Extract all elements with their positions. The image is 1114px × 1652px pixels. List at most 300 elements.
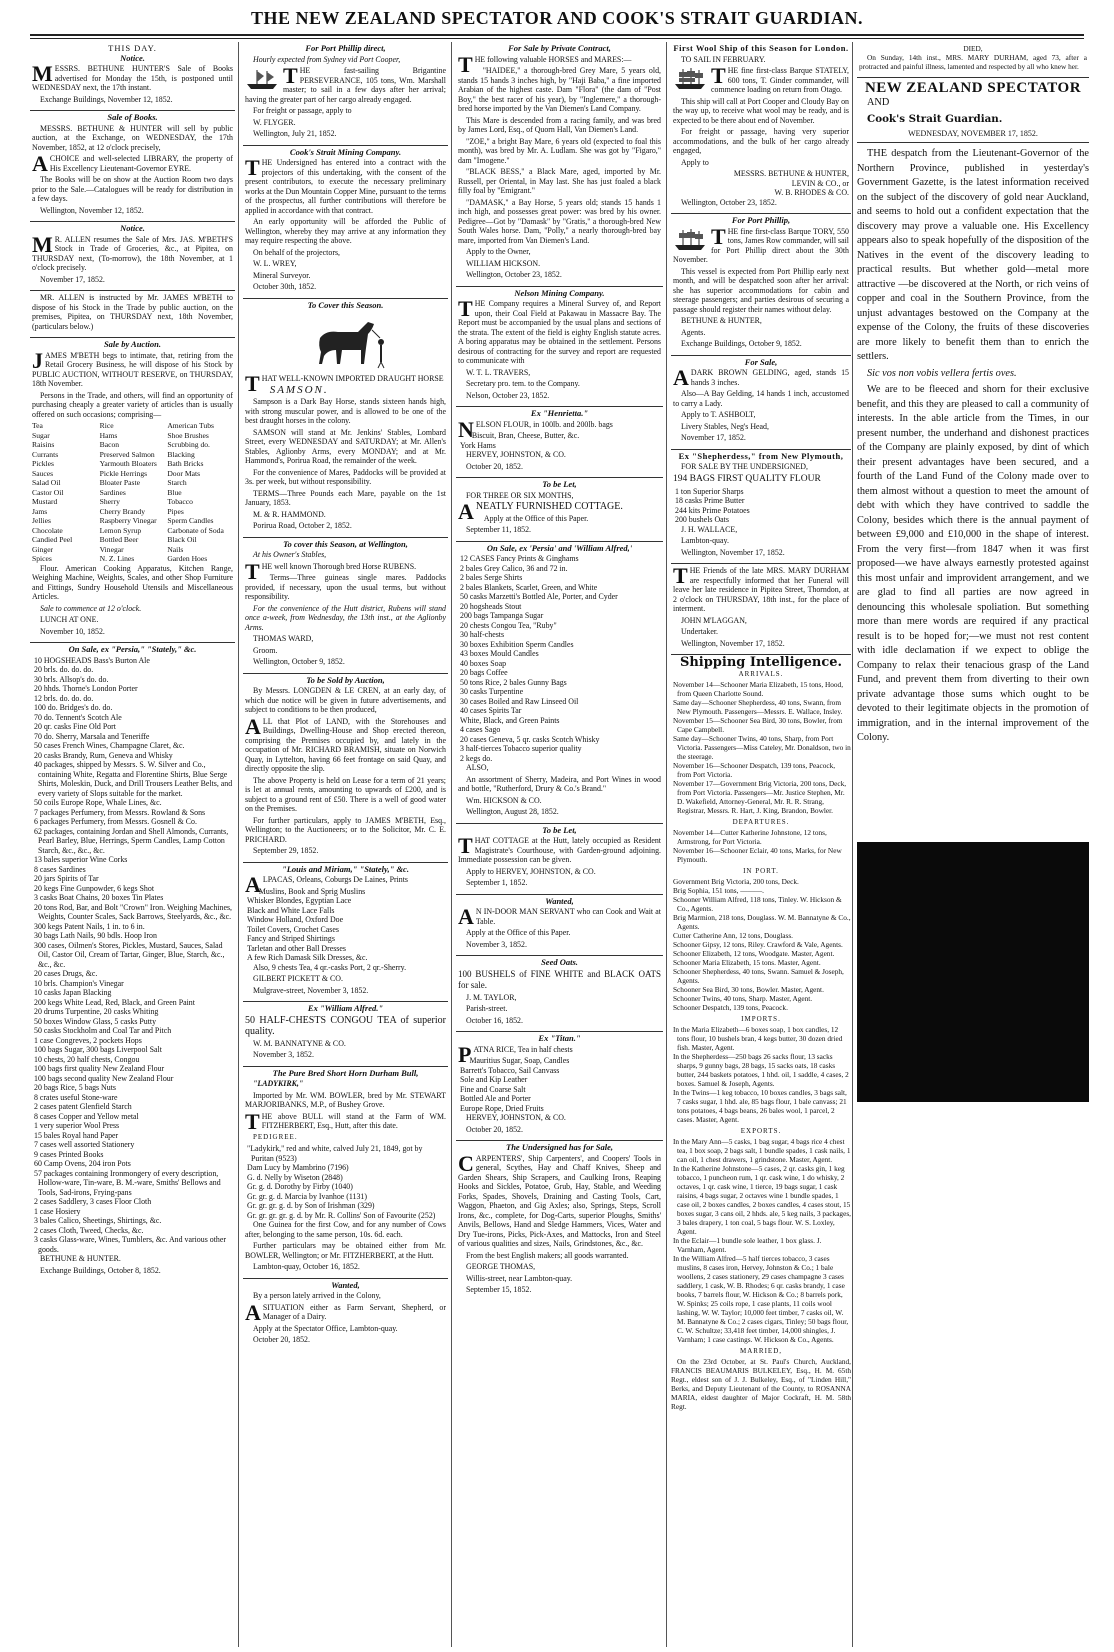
list-item: 20 hhds. Thorne's London Porter — [34, 684, 138, 693]
list-item: 20 kegs Fine Gunpowder, 6 kegs Shot — [34, 883, 155, 893]
ad-heading: DIED, — [963, 44, 983, 53]
ad-heading: Notice. — [120, 52, 145, 63]
ad-subheading: ALSO, — [466, 763, 489, 772]
ad-body: LPACAS, Orleans, Coburgs De Laines, Prints — [262, 875, 408, 884]
list-item: Same day—Schooner Shepherdess, 40 tons, Swann, from New Plymouth. Passengers—Messrs. E. Wallace, Insley. — [673, 698, 843, 716]
arrivals-list — [671, 680, 851, 815]
ad-heading: To be Sold by Auction, — [306, 674, 385, 685]
drop-cap: T — [245, 155, 260, 180]
ad-signature: W. T. L. TRAVERS, — [466, 367, 531, 377]
drop-cap: J — [32, 347, 43, 373]
drop-cap: T — [458, 51, 473, 77]
ad-note: Sale to commence at 12 o'clock. — [40, 603, 142, 613]
list-item: 12 brls. do. do. do. — [34, 693, 94, 703]
ad-date: Wellington, November 17, 1852. — [681, 638, 785, 648]
ad-signature: MESSRS. BETHUNE & HUNTER, — [733, 169, 849, 178]
ad-date: September 15, 1852. — [466, 1285, 532, 1294]
ad-body: For freight or passage, apply to — [253, 106, 352, 115]
ad-date: October 16, 1852. — [466, 1015, 523, 1025]
ad-heading: Ex "Shepherdess," from New Plymouth, — [678, 450, 844, 461]
ad-body: LL that Plot of LAND, with the Storehouses and Buildings, Dwelling-House and Shop erected thereon, comprising the Premises occupied by, and lately in the occupation of Mr. RICHARD BRAMISH, situate on Norwich Quay, in Lyttelton, having 66 feet frontage on said Quay, and directly opposite the slip. — [245, 716, 446, 773]
list-item: 50 tons Rice, 2 bales Gunny Bags — [460, 677, 567, 687]
ad-body: Terms—Three guineas single mares. Paddocks provided, if necessary, upon the usual terms, but without responsibility. — [245, 573, 446, 601]
goods-item: N. Z. Lines — [99, 554, 135, 563]
list-item: 30 cases Boiled and Raw Linseed Oil — [460, 696, 579, 706]
list-item: Muslins, Book and Sprig Muslins — [258, 886, 366, 896]
list-item: 20 cases Geneva, 5 qr. casks Scotch Whisky — [460, 734, 600, 744]
ad-samson-horse — [243, 299, 448, 538]
ad-date: Mulgrave-street, November 3, 1852. — [253, 985, 369, 995]
list-item: In the Mary Ann—5 casks, 1 bag sugar, 4 bags rice 4 chest tea, 1 box soap, 2 bags salt, 1 bundle spades, 1 cask nails, 1 can oil, 1 chest drawers, 1 grindstone. Master, Agent. — [673, 1137, 851, 1164]
list-item: 3 casks Boat Chains, 20 boxes Tin Plates — [34, 893, 164, 902]
masthead-rule-thin — [30, 38, 1084, 39]
ad-subheading: PEDIGREE. — [253, 1132, 298, 1141]
goods-list — [458, 431, 661, 450]
ad-body: Also—A Bay Gelding, 14 hands 1 inch, accustomed to carry a Lady. — [673, 389, 849, 408]
list-item: 30 boxes Exhibition Sperm Candles — [460, 639, 574, 649]
ship-icon — [245, 68, 279, 90]
list-item: Brig Marmion, 218 tons, Douglass. W. M. Bannatyne & Co., Agents. — [673, 913, 851, 931]
ad-body: MESSRS. BETHUNE & HUNTER will sell by public auction, at the Exchange, on WEDNESDAY, the 17th November, 1852, at 12 o'clock precisely, — [32, 123, 233, 152]
ad-subheading: At his Owner's Stables, — [253, 550, 327, 559]
leader-masthead: NEW ZEALAND SPECTATOR — [864, 80, 1082, 96]
list-item: Cutter Catherine Ann, 12 tons, Douglass. — [673, 931, 793, 940]
goods-item: Pickle Herrings — [99, 468, 148, 478]
list-item: Schooner Elizabeth, 12 tons, Woodgate. Master, Agent. — [673, 949, 835, 958]
ad-date: November 10, 1852. — [40, 626, 105, 636]
leader-date: WEDNESDAY, NOVEMBER 17, 1852. — [857, 129, 1089, 144]
ad-date: October 20, 1852. — [466, 1124, 523, 1134]
ad-heading: To cover this Season, at Wellington, — [283, 538, 408, 549]
ad-signature: Mineral Surveyor. — [253, 270, 311, 280]
ad-heading: On Sale, ex "Persia," "Stately," &c. — [68, 644, 197, 654]
ad-body: ATNA RICE, Tea in half chests — [473, 1044, 573, 1054]
ad-gelding — [671, 356, 851, 450]
ad-congou-tea — [243, 1002, 448, 1067]
drop-cap: T — [245, 1108, 260, 1134]
goods-item: Starch — [167, 478, 187, 487]
list-item: 10 casks Japan Blacking — [34, 988, 112, 997]
goods-item: Salad Oil — [32, 478, 61, 487]
list-item: 1 case Congreves, 2 pockets Hops — [34, 1035, 142, 1045]
drop-cap: T — [245, 558, 260, 584]
ad-heading: Cook's Strait Mining Company. — [289, 146, 402, 157]
list-item: 40 packages, shipped by Messrs. S. W. Silver and Co., containing White, Regatta and Florentine Shirts, Blue Serge Shirts, Moleskin, Duck, and Drill Trousers Leather Belts, and every variety of Slops suitable for the market. — [34, 760, 233, 798]
drop-cap: A — [32, 151, 48, 176]
ad-date: Exchange Buildings, October 8, 1852. — [40, 1265, 161, 1275]
ad-date: Wellington, July 21, 1852. — [253, 129, 337, 138]
list-item: Schooner Gipsy, 12 tons, Riley. Crawford & Vale, Agents. — [673, 940, 843, 949]
goods-item: Scrubbing do. — [167, 440, 210, 449]
masthead-rule — [30, 34, 1084, 36]
bull-name: "LADYKIRK," — [253, 1079, 304, 1088]
drop-cap: A — [245, 1299, 261, 1325]
goods-item: Bacon — [99, 440, 120, 449]
ad-body: HE fine first-class Barque TORY, 550 tons, James Row commander, will sail for Port Phillip direct about the 30th November. — [673, 226, 850, 264]
ad-cooks-strait-mining — [243, 146, 448, 299]
list-item: 2 bales Serge Shirts — [460, 573, 523, 582]
ad-heading: The Pure Bred Short Horn Durham Bull, — [272, 1067, 419, 1078]
list-item: 43 boxes Mould Candles — [460, 649, 539, 658]
goods-list — [245, 887, 446, 963]
list-item: Same day—Schooner Twins, 40 tons, Sharp, from Port Victoria. Passengers—Miss Cateley, Mr. Donaldson, two in the steerage. — [673, 734, 851, 761]
list-item: Gr. gr. gr. g. d. by Son of Irishman (329) — [247, 1201, 375, 1210]
ad-body: SAMSON will stand at Mr. Jenkins' Stables, Lombard Street, every WEDNESDAY and SATURDAY; at Mr. Allen's Stables, Aglionby Arms, every MONDAY; and at Mr. Hammond's, Porirua Road, the remainder of the week. — [245, 427, 446, 465]
list-item: 2 kegs do. — [460, 753, 493, 763]
list-item: 57 packages containing Ironmongery of every description, Hollow-ware, Tin-ware, B. M.-ware, Smiths' Bellows and Tools, Sad-irons, Frying-pans — [34, 1168, 221, 1197]
goods-item: Tea — [32, 421, 43, 430]
ad-date: Wellington, November 12, 1852. — [40, 205, 144, 215]
ad-signature: THOMAS WARD, — [253, 634, 314, 643]
ad-signature: M. & R. HAMMOND. — [253, 509, 326, 519]
ad-body: For further particulars, apply to JAMES M'BETH, Esq., Wellington; to the Auctioneers; or to the Solicitor, Mr. C. E. PRICHARD. — [245, 815, 446, 844]
ad-date: November 17, 1852. — [40, 274, 105, 284]
ad-body: By a person lately arrived in the Colony, — [253, 1291, 381, 1300]
goods-item: Shoe Brushes — [167, 430, 209, 440]
goods-item: Carbonate of Soda — [167, 525, 224, 535]
ad-furnished-cottage — [456, 478, 663, 542]
list-item: Bottled Ale and Porter — [460, 1094, 531, 1103]
leader-paragraph: We are to be fleeced and shorn for their exclusive benefit, and this they are pleased to call a community of interests. In the able article from the Times, in our present number, the underhand and dishonest practices of the Company are plainly exposed, by dint of which their present advantages have been secured, and a fourth of the Land Fund of the Colony made over to them almost without a question to meet the amount of debt with which they have contrived to saddle the Colony, besides which there is the annual payment of between £9,000 and £10,000 in the shape of interest. From the very first—from 1847 when it was first proposed—we have always earnestly protested against this most unfair and improvident arrangement, and we are glad to find all parties are now agreed in denouncing this wholesale spoliation. But something more than mere words are required if any practical result is to be hoped for;—we must not rest content with idle declamation if we expect to oblige the Company to relax their tenacious grasp of the Land Fund, and prevent them from diverting to their own private advantage those sums which ought to be devoted to their legitimate objects in the promotion of immigration, and in the internal improvement of the Colony. — [857, 384, 1089, 743]
goods-item: Lemon Syrup — [99, 525, 142, 535]
ad-land-auction — [243, 674, 448, 863]
ad-body: The Books will be on show at the Auction Room two days prior to the Sale.—Catalogues will be ready for distribution in a few days. — [32, 175, 233, 203]
ad-mbeth-auction — [30, 338, 235, 643]
ad-body: AMES M'BETH begs to intimate, that, retiring from the Retail Grocery Business, he will dispose of his Stock by PUBLIC AUCTION, WITHOUT RESERVE, on THURSDAY, 18th November. — [32, 350, 233, 388]
ad-body: By Messrs. LONGDEN & LE CREN, at an early day, of which due notice will be given in future advertisements, and subject to conditions to be then produced, — [245, 686, 446, 714]
ad-date: November 3, 1852. — [253, 1050, 314, 1059]
list-item: 3 bales Calico, Sheetings, Shirtings, &c. — [34, 1216, 162, 1225]
list-item: 18 casks Prime Butter — [675, 496, 745, 505]
ad-signature: Groom. — [253, 645, 278, 655]
goods-item: Cherry Brandy — [99, 506, 145, 516]
goods-item: Raspberry Vinegar — [99, 516, 157, 525]
ad-signature: GILBERT PICKETT & CO. — [253, 974, 343, 983]
ad-date: Wellington, November 17, 1852. — [681, 547, 785, 557]
ad-body: ELSON FLOUR, in 100lb. and 200lb. bags — [475, 419, 613, 429]
ad-body: NEATLY FURNISHED COTTAGE. — [475, 501, 623, 512]
list-item: 50 coils Europe Rope, Whale Lines, &c. — [34, 798, 162, 807]
ad-signature: WILLIAM HICKSON. — [466, 258, 541, 268]
list-item: 2 cases Saddlery, 3 cases Floor Cloth — [34, 1197, 152, 1206]
ad-date: September 11, 1852. — [466, 525, 532, 534]
drop-cap: A — [245, 872, 261, 897]
ad-heading: The Undersigned has for Sale, — [506, 1142, 613, 1152]
ad-signature: Livery Stables, Neg's Head, — [681, 421, 769, 431]
ad-body: SITUATION either as Farm Servant, Shepherd, or Manager of a Dairy. — [262, 1302, 446, 1321]
list-item: 30 brls. Allsop's do. do. — [34, 674, 109, 684]
ad-body: MR. ALLEN is instructed by Mr. JAMES M'BETH to dispose of his Stock in the Trade by public auction, on the premises, Pipitea, on THURSDAY next, 18th November, (particulars below.) — [32, 293, 233, 331]
list-item: 6 packages Perfumery, from Messrs. Gosnell & Co. — [34, 817, 197, 826]
goods-item: Preserved Salmon — [99, 449, 155, 459]
list-item: 100 bags first quality New Zealand Flour — [34, 1064, 165, 1073]
ad-heading: For Sale by Private Contract, — [508, 43, 611, 53]
ship-icon — [673, 68, 707, 90]
ad-date: October 20, 1852. — [466, 461, 523, 471]
drop-cap: T — [711, 223, 726, 249]
list-item: November 15—Schooner Sea Bird, 30 tons, Bowler, from Cape Campbell. — [673, 716, 843, 734]
column-3 — [451, 42, 663, 1647]
list-item: 20 tons Rod, Bar, and Bolt "Crown" Iron. Weighing Machines, Weights, Counter Scales, Sack Barrows, Steelyards, &c., &c. — [34, 902, 232, 921]
list-item: Schooner Maria Elizabeth, 15 tons. Master, Agent. — [673, 958, 821, 967]
goods-item: Nails — [167, 544, 184, 554]
list-item: Barrett's Tobacco, Sail Canvass — [460, 1065, 560, 1075]
list-item: 4 cases Sago — [460, 725, 501, 734]
ad-heading: "Louis and Miriam," "Stately," &c. — [282, 863, 409, 874]
ad-date: Exchange Buildings, October 9, 1852. — [681, 339, 802, 348]
ad-body: HE above BULL will stand at the Farm of WM. FITZHERBERT, Esq., Hutt, after this date. — [261, 1111, 446, 1130]
list-item: Toilet Covers, Crochet Cases — [247, 924, 339, 934]
drop-cap: T — [458, 833, 473, 858]
ad-body: For the convenience of Mares, Paddocks will be provided at 3s. per week, but without responsibility. — [245, 467, 446, 486]
ad-date: November 3, 1852. — [466, 939, 527, 949]
list-item: 20 chests Congou Tea, "Ruby" — [460, 620, 557, 630]
list-item: Window Holland, Oxford Doe — [247, 915, 344, 924]
ad-body: Also, 9 chests Tea, 4 qr.-casks Port, 2 qr.-Sherry. — [253, 962, 407, 972]
ad-signature: Willis-street, near Lambton-quay. — [466, 1273, 573, 1283]
goods-item: Sardines — [99, 487, 126, 497]
ad-signature: GEORGE THOMAS, — [466, 1262, 536, 1271]
column-4 — [666, 42, 851, 1647]
list-item: 2 bales Blankets, Scarlet, Green, and White — [460, 582, 598, 592]
drop-cap: P — [458, 1041, 472, 1067]
section-subheading: ARRIVALS. — [738, 670, 784, 678]
list-item: Brig Sophia, 151 tons, ———. — [673, 886, 765, 895]
ad-date: Wellington, October 23, 1852. — [466, 270, 562, 279]
list-item: Schooner Despatch, 139 tons, Peacock. — [673, 1003, 788, 1012]
list-item: Mauritius Sugar, Soap, Candles — [469, 1056, 570, 1065]
ad-heading: Wanted, — [331, 1279, 360, 1290]
list-item: 62 packages, containing Jordan and Shell Almonds, Currants, Pearl Barley, Blue, Herrings, Sperm Candles, Lamp Cotton Starch, &c., &c., &c. — [34, 826, 229, 855]
ad-heading: Notice. — [120, 223, 145, 233]
drop-cap: T — [458, 296, 473, 321]
list-item: November 14—Schooner Maria Elizabeth, 15 tons, Hood, from Queen Charlotte Sound. — [673, 680, 844, 698]
list-item: Gr. g. d. Dorothy by Firby (1040) — [247, 1182, 353, 1191]
ad-heading: Ex "Titan." — [538, 1033, 581, 1043]
ad-body: HE Company requires a Mineral Survey of, and Report upon, their Coal Field at Pakawau in Massacre Bay. The Report must be accompanied by the usual plans and sections of the strata. The extent of the field is eighty English statute acres. A boring apparatus may be obtained in the settlement. Persons desirous of contracting for the survey and report are requested to communicate with — [458, 299, 661, 365]
ad-heading: Ex "Henrietta." — [530, 408, 589, 418]
list-item: Europe Rope, Dried Fruits — [460, 1103, 544, 1113]
ad-body: HAT WELL-KNOWN IMPORTED DRAUGHT HORSE — [261, 374, 444, 383]
ship-icon — [673, 229, 707, 251]
ad-date: September 29, 1852. — [253, 846, 319, 855]
drop-cap: T — [245, 371, 260, 396]
list-item: 300 kegs Patent Nails, 1 in. to 6 in. — [34, 921, 145, 931]
list-item: 200 bushels Oats — [675, 515, 729, 524]
list-item: 10 chests, 20 half chests, Congou — [34, 1054, 140, 1064]
leader-motto: Sic vos non vobis vellera fertis oves. — [867, 367, 1017, 379]
goods-item: Sperm Candles — [167, 516, 214, 525]
list-item: "Ladykirk," red and white, calved July 21, 1849, got by Puritan (9523) — [247, 1144, 423, 1163]
list-item: Government Brig Victoria, 200 tons, Deck. — [673, 877, 799, 886]
ad-signature: Wm. HICKSON & CO. — [466, 795, 542, 805]
ad-body: "BLACK BESS," a Black Mare, aged, imported by Mr. Russell, per Oriental, in May last. She has just foaled a black filly foal by "Emigrant." — [458, 167, 661, 195]
drop-cap: M — [32, 231, 53, 257]
list-item: 100 bags second quality New Zealand Flour — [34, 1073, 174, 1083]
ad-stately-wool-ship — [671, 42, 851, 214]
ad-body: ESSRS. BETHUNE HUNTER'S Sale of Books advertised for Monday the 15th, is postponed until WEDNESDAY next, the 17th instant. — [32, 64, 233, 92]
list-item: 8 crates useful Stone-ware — [34, 1092, 118, 1102]
horse-illustration-icon — [306, 312, 386, 372]
ad-body: Apply to T. ASHBOLT, — [681, 410, 756, 419]
list-item: In the Maria Elizabeth—6 boxes soap, 1 box candles, 12 tons flour, 10 bushels bran, 4 kegs butter, 30 dozen dried fish. Master, Agent. — [673, 1025, 843, 1052]
ad-carpenters-tools — [456, 1141, 663, 1301]
ad-date: Lambton-quay, October 16, 1852. — [253, 1262, 360, 1271]
goods-item: Bloater Paste — [99, 478, 140, 487]
list-item: 200 bags Tampanga Sugar — [460, 611, 544, 620]
drop-cap: M — [32, 61, 53, 86]
ad-signature: W. M. BANNATYNE & CO. — [253, 1038, 346, 1048]
list-item: 2 cases Cloth, Tweed, Checks, &c. — [34, 1225, 144, 1235]
list-item: 13 bales superior Wine Corks — [34, 855, 128, 864]
list-item: 7 cases well assorted Stationery — [34, 1140, 135, 1149]
column-2 — [238, 42, 448, 1647]
ad-subheading: Hourly expected from Sydney vid Port Cooper, — [253, 54, 401, 64]
imports-list — [671, 1025, 851, 1124]
list-item: 15 bales Royal hand Paper — [34, 1130, 119, 1140]
list-item: 100 do. Bridges's do. do. — [34, 703, 113, 712]
list-item: 1 ton Superior Sharps — [675, 486, 744, 496]
ad-rubens-horse — [243, 538, 448, 674]
drop-cap: A — [458, 499, 474, 524]
goods-item: Black Oil — [167, 535, 197, 544]
ad-heading: Seed Oats. — [541, 957, 578, 967]
ad-signature: J. H. WALLACE, — [681, 524, 738, 534]
ad-heading: Sale of Books. — [107, 112, 158, 122]
list-item: 50 casks Stockholm and Coal Tar and Pitch — [34, 1026, 172, 1035]
list-item: 50 casks Marzetti's Bottled Ale, Porter, and Cyder — [460, 592, 618, 601]
list-item: 300 cases, Oilmen's Stores, Pickles, Mustard, Sauces, Salad Oil, Castor Oil, Cream of Tartar, Ginger, Blue, Starch, &c., &c., &c. — [34, 940, 225, 969]
list-item: November 17—Government Brig Victoria, 200 tons, Deck, from Port Victoria. Passengers—Mr. Justice Stephen, Mr. D. Wakefield, Attorney-General, Mr. R. R. Strang, Registrar, Messrs. R. Hart, J. King, Brandon, Bowler. — [673, 779, 847, 815]
pedigree-list — [245, 1144, 446, 1220]
ad-body: HE fast-sailing Brigantine PERSEVERANCE, 105 tons, Wm. Marshall master; to sail in a few days after her arrival; having the greater part of her cargo already engaged. — [245, 66, 446, 104]
ad-body: CHOICE and well-selected LIBRARY, the property of His Excellency Lieutenant-Governor EYRE. — [49, 154, 233, 173]
goods-list — [458, 554, 661, 763]
ad-heading: First Wool Ship of this Season for London. — [673, 43, 849, 53]
ad-date: October 30th, 1852. — [253, 282, 317, 291]
ad-heading: To Cover this Season. — [307, 299, 384, 310]
section-subheading: MARRIED, — [739, 1347, 783, 1355]
section-subheading: IMPORTS. — [741, 1015, 781, 1023]
list-item: Dam Lucy by Mambrino (7196) — [247, 1163, 349, 1172]
list-item: Black and White Lace Falls — [247, 905, 335, 915]
ad-date: September 1, 1852. — [466, 878, 528, 887]
ad-body: On Sunday, 14th inst., MRS. MARY DURHAM, aged 73, after a protracted and painful illness, lamented and respected by all who knew her. — [859, 53, 1087, 71]
leader-article — [857, 80, 1089, 746]
goods-list — [32, 421, 233, 564]
ad-tory-port-phillip — [671, 214, 851, 356]
list-item: 10 brls. Champion's Vinegar — [34, 978, 124, 988]
drop-cap: C — [458, 1150, 474, 1176]
list-item: Schooner William Alfred, 118 tons, Tinley. W. Hickson & Co., Agents. — [673, 895, 842, 913]
list-item: 60 Camp Ovens, 204 iron Pots — [34, 1159, 131, 1168]
section-subheading: EXPORTS. — [740, 1127, 782, 1135]
list-item: Biscuit, Bran, Cheese, Butter, &c. — [471, 431, 580, 440]
ad-body: On behalf of the projectors, — [253, 247, 340, 257]
list-item: In the Eclair—1 bundle sole leather, 1 box glass. J. Varnham, Agent. — [673, 1236, 822, 1254]
list-item: 1 case Hosiery — [34, 1206, 81, 1216]
ad-hutt-cottage — [456, 824, 663, 895]
ad-body: "HAIDEE," a thorough-bred Grey Mare, 5 years old, stands 15 hands 3 inches high, by "Haji Baba," a fine imported Arabian of the highest caste. Dam "Flora" (the dam of "Post Boy," the best racer of his year), by "Inglemere," a thorough-bred horse imported by the Van Diemen's Land Company. — [458, 66, 661, 113]
ad-signature: Apply to HERVEY, JOHNSTON, & CO. — [466, 866, 596, 876]
list-item: Tarletan and other Ball Dresses — [247, 943, 346, 953]
ad-nelson-mining — [456, 287, 663, 408]
ad-body: Apply at the Office of this Paper. — [483, 513, 589, 523]
list-item: 2 bales Grey Calico, 36 and 72 in. — [460, 563, 568, 573]
ink-blot — [857, 842, 1089, 1102]
list-item: 10 HOGSHEADS Bass's Burton Ale — [34, 655, 150, 665]
list-item: Fine and Coarse Salt — [460, 1084, 526, 1094]
ad-body: Sampson is a Dark Bay Horse, stands sixteen hands high, with strong muscular power, and is allowed to be one of the best draught horses in the colony. — [245, 397, 446, 425]
section-heading: Shipping Intelligence. — [679, 655, 843, 670]
leader-subtitle: Cook's Strait Guardian. — [867, 113, 1003, 125]
ad-note: LUNCH AT ONE. — [40, 615, 99, 624]
ad-heading: Nelson Mining Company. — [514, 287, 605, 298]
ad-signature: W. FLYGER. — [253, 117, 296, 127]
ad-heading: On Sale, ex 'Persia' and 'William Alfred,' — [486, 542, 633, 553]
ad-body: 194 BAGS FIRST QUALITY FLOUR — [673, 473, 821, 484]
list-item: 20 jars Spirits of Tar — [34, 874, 99, 883]
list-item: 100 bags Sugar, 300 bags Liverpool Salt — [34, 1045, 162, 1054]
ad-body: "ZOE," a bright Bay Mare, 6 years old (expected to foal this month), was bred by Mr. A. Ludlam. She was got by "Figaro," dam "Imogene." — [458, 136, 661, 165]
goods-item: Door Mats — [167, 468, 201, 478]
goods-item: Blue — [167, 487, 182, 497]
goods-item: Chocolate — [32, 525, 63, 535]
ad-body: This Mare is descended from a racing family, and was bred by James Lord, Esq., of Quorn Hall, Van Diemen's Land. — [458, 115, 661, 134]
ad-heading: Wanted, — [545, 895, 574, 906]
goods-item: Castor Oil — [32, 487, 64, 497]
ad-body: An early opportunity will be afforded the Public of Wellington, whereby they may arrive at any information they may require respecting the above. — [245, 217, 446, 245]
marriage-notice: On the 23rd October, at St. Paul's Church, Auckland, FRANCIS BEAUMARIS BULKELEY, Esq., H. M. 65th Regt., eldest son of J. J. Bulkeley, Esq., of "Linden Hill," Berks, and Deputy Lieutenant of the County, to ROSANNA MARIA, eldest daughter of Major Cockraft, H. M. 58th Regt. — [671, 1357, 851, 1411]
ad-body: N IN-DOOR MAN SERVANT who can Cook and Wait at Table. — [475, 907, 661, 926]
ad-body: 50 HALF-CHESTS CONGOU TEA of superior quality. — [245, 1014, 446, 1037]
ad-body: This ship will call at Port Cooper and Cloudy Bay on the way up, to receive what wool may be ready, and is expected to be there about end of November. — [673, 96, 849, 125]
drop-cap: T — [711, 63, 726, 88]
list-item: White, Black, and Green Paints — [460, 715, 560, 725]
goods-item: Ginger — [32, 544, 54, 554]
ad-subheading: FOR SALE BY THE UNDERSIGNED, — [681, 462, 808, 471]
ad-nelson-flour — [456, 407, 663, 478]
list-item: 1 very superior Wool Press — [34, 1121, 120, 1130]
newspaper-title: THE NEW ZEALAND SPECTATOR AND COOK'S STRAIT GUARDIAN. — [251, 8, 863, 28]
ad-body: This vessel is expected from Port Phillip early next month, and will be despatched soon after her arrival: she has superior accommodations for cabin and steerage passengers; and parties desirous of securing a passage should register their names without delay. — [673, 266, 849, 314]
ad-signature: HERVEY, JOHNSTON, & CO. — [466, 1113, 566, 1122]
goods-item: Mustard — [32, 497, 58, 506]
ad-heading: To be Let, — [542, 824, 577, 835]
this-day-heading: THIS DAY. — [108, 43, 157, 53]
exports-list — [671, 1137, 851, 1344]
list-item: 30 bags Lath Nails, 90 bdls. Hoop Iron — [34, 931, 157, 940]
list-item: 8 cases Sardines — [34, 864, 86, 874]
goods-item: Candied Peel — [32, 535, 73, 544]
ad-body: HE Undersigned has entered into a contract with the projectors of this undertaking, with the consent of the present contributors, to execute the necessary preliminary works at the Dun Mountain Copper Mine, pursuant to the terms of the prospectus, all further contributions will therefore be applied in accordance with that contract. — [245, 158, 446, 215]
ad-body: "DAMASK," a Bay Horse, 5 years old; stands 15 hands 1 inch high, and possesses great power: was bred by his owner. Pedigree—Got by "Damask" by "Gratis," a thorough-bred New South Wales horse. Dam, "Polly," a nearly thorough-bred bay mare, imported from Van Diemen's Land. — [458, 197, 661, 245]
list-item: Schooner Shepherdess, 40 tons, Swann. Samuel & Joseph, Agents. — [673, 967, 844, 985]
ad-body: For the convenience of the Hutt district, Rubens will stand once a-week, from Wednesday, the 13th inst., at the Aglionby Arms. — [245, 603, 446, 632]
goods-item: Jams — [32, 506, 48, 516]
column-1 — [30, 42, 235, 1647]
ad-date: November 17, 1852. — [681, 433, 746, 442]
ad-body: Apply at the Office of this Paper. — [466, 928, 571, 937]
ad-body: Apply to — [681, 157, 709, 167]
ad-signature: BETHUNE & HUNTER. — [40, 1254, 121, 1263]
list-item: Gr. gr. g. d. Marcia by Ivanhoe (1131) — [247, 1191, 368, 1201]
list-item: 9 cases Printed Books — [34, 1149, 104, 1159]
list-item: Gr. gr. gr. gr. g. d. by Mr. R. Collins' Son of Favourite (252) — [247, 1210, 436, 1220]
list-item: A few Rich Damask Silk Dresses, &c. — [247, 953, 368, 962]
list-item: 50 boxes Window Glass, 5 casks Putty — [34, 1016, 157, 1026]
departures-list — [671, 828, 851, 864]
